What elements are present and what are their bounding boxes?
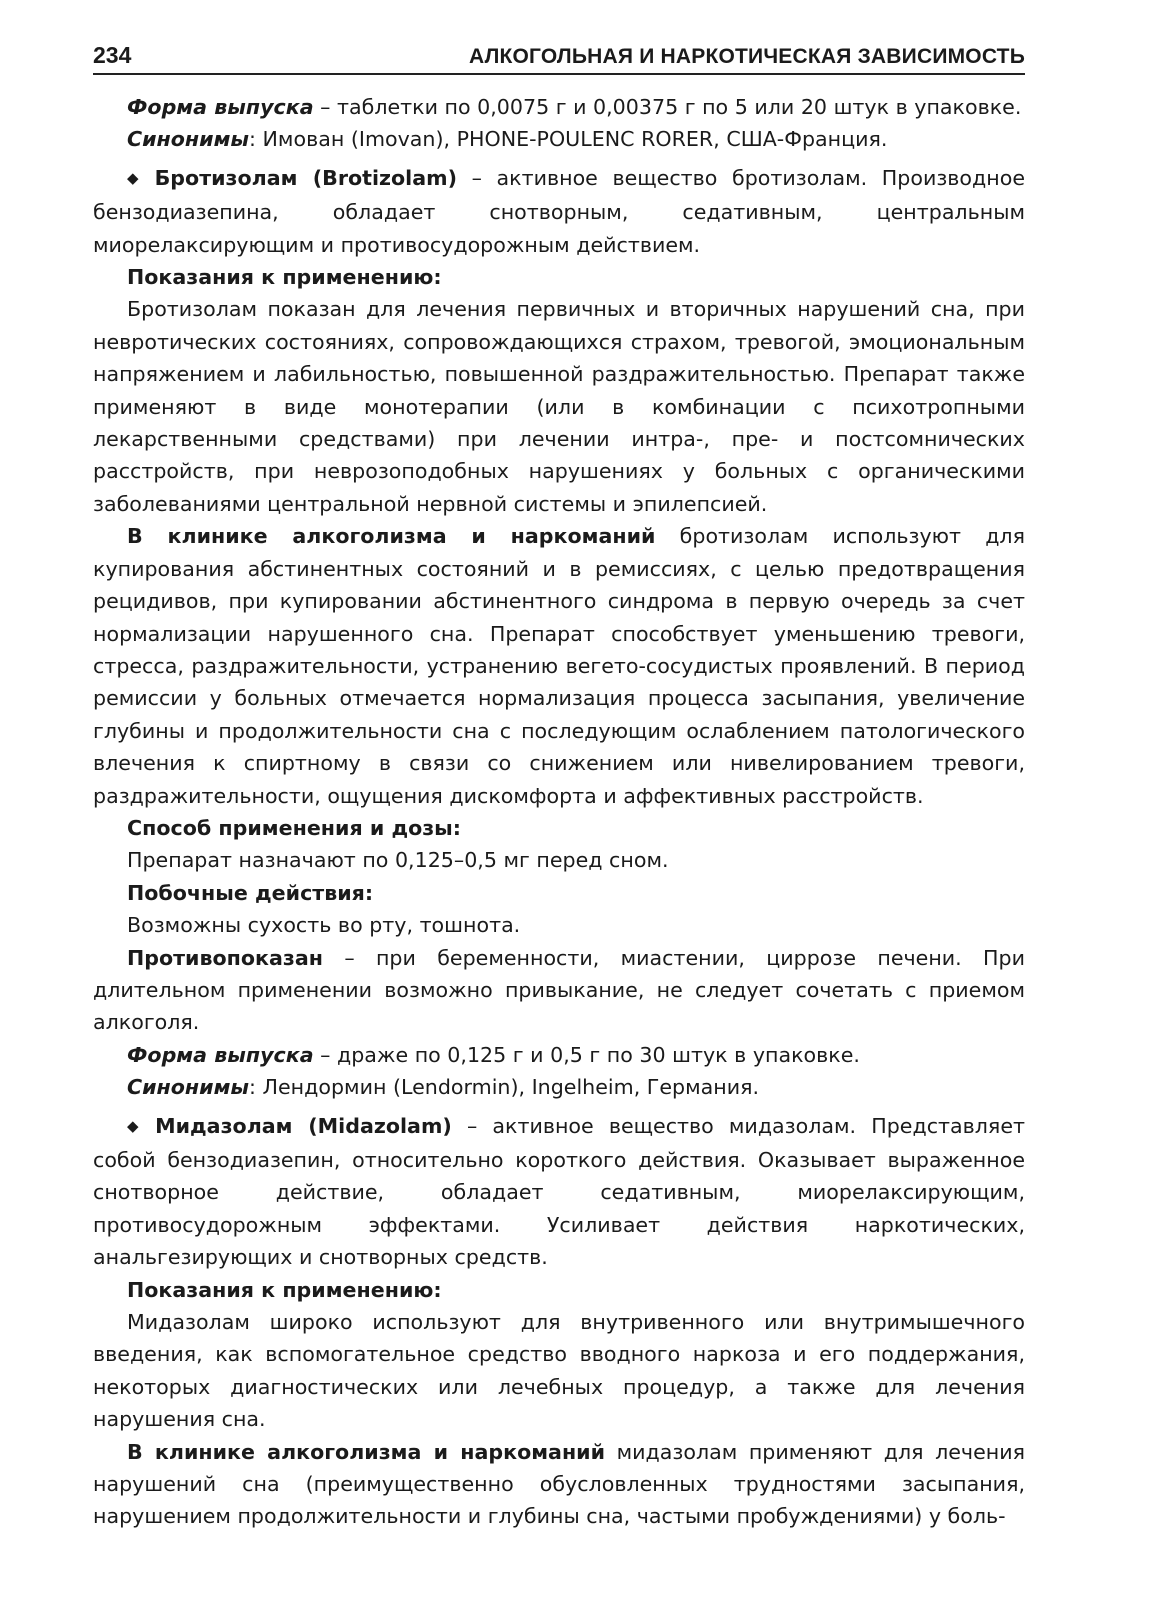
page-header bbox=[93, 42, 1025, 75]
section-heading: Показания к применению: bbox=[127, 1277, 442, 1302]
diamond-bullet-icon: ◆ bbox=[127, 168, 147, 187]
release-form-label: Форма выпуска bbox=[127, 95, 314, 119]
section-heading: Способ применения и дозы: bbox=[127, 815, 462, 840]
drug-description: – активное вещество бротизолам. Производное бензодиазепина, обладает снотворным, седативным, центральным миорелаксирующим и противосудорожным действием. bbox=[93, 165, 1025, 257]
paragraph-drug-midazolam bbox=[93, 1110, 1025, 1274]
clinic-text: мидазолам применяют для лечения нарушений сна (преимущественно обусловленных трудностями засыпания, нарушением продолжительности и глубины сна, частыми пробуждениями) у боль- bbox=[93, 1439, 1025, 1529]
synonyms-label: Синонимы bbox=[127, 127, 250, 152]
running-title: АЛКОГОЛЬНАЯ И НАРКОТИЧЕСКАЯ ЗАВИСИМОСТЬ bbox=[468, 45, 1025, 68]
synonyms-text: : Лендормин (Lendormin), Ingelheim, Германия. bbox=[249, 1075, 760, 1100]
release-form-text: – таблетки по 0,0075 г и 0,00375 г по 5 или 20 штук в упаковке. bbox=[313, 95, 1022, 119]
release-form-label: Форма выпуска bbox=[127, 1042, 314, 1067]
paragraph-clinic bbox=[93, 520, 1025, 812]
drug-description: – активное вещество мидазолам. Представляет собой бензодиазепин, относительно короткого действия. Оказывает выраженное снотворное действие, обладает седативным, миорелаксирующим, противосудорожным эффектами. Усиливает действия наркотических, анальгезирующих и снотворных средств. bbox=[93, 1113, 1025, 1270]
paragraph-synonyms bbox=[93, 123, 1025, 155]
release-form-text: – драже по 0,125 г и 0,5 г по 30 штук в упаковке. bbox=[313, 1042, 860, 1067]
synonyms-label: Синонимы bbox=[127, 1075, 250, 1100]
page-number: 234 bbox=[93, 42, 132, 68]
paragraph-indications: Бротизолам показан для лечения первичных и вторичных нарушений сна, при невротических состояниях, сопровождающихся страхом, тревогой, эмоциональным напряжением и лабильностью, повышенной раздражительностью. Препарат также применяют в виде монотерапии (или в комбинации с психотропными лекарственными средствами) при лечении интра-, пре- и постсомнических расстройств, при неврозоподобных нарушениях у больных с органическими заболеваниями центральной нервной системы и эпилепсией. bbox=[93, 297, 1025, 516]
paragraph-dosage: Препарат назначают по 0,125–0,5 мг перед сном. bbox=[127, 848, 669, 873]
paragraph-drug-brotizolam bbox=[93, 162, 1025, 261]
body-text bbox=[93, 91, 1025, 1533]
clinic-lead: В клинике алкоголизма и наркоманий bbox=[127, 524, 656, 549]
paragraph-indications: Мидазолам широко используют для внутривенного или внутримышечного введения, как вспомогательное средство вводного наркоза и его поддержания, некоторых диагностических или лечебных процедур, а также для лечения нарушения сна. bbox=[93, 1310, 1025, 1432]
contraindications-lead: Противопоказан bbox=[127, 945, 324, 970]
paragraph-synonyms bbox=[93, 1071, 1025, 1103]
clinic-text: бротизолам используют для купирования абстинентных состояний и в ремиссиях, с целью предотвращения рецидивов, при купировании абстинентного синдрома в первую очередь за счет нормализации нарушенного сна. Препарат способствует уменьшению тревоги, стресса, раздражительности, устранению вегето-сосудистых проявлений. В период ремиссии у больных отмечается нормализация процесса засыпания, увеличение глубины и продолжительности сна с последующим ослаблением патологического влечения к спиртному в связи со снижением или нивелированием тревоги, раздражительности, ощущения дискомфорта и аффективных расстройств. bbox=[93, 524, 1025, 808]
synonyms-text: : Имован (Imovan), PHONE-POULENC RORER, США-Франция. bbox=[249, 127, 888, 152]
contraindications-text: – при беременности, миастении, циррозе печени. При длительном применении возможно привыкание, не следует сочетать с приемом алкоголя. bbox=[93, 945, 1025, 1035]
section-heading: Показания к применению: bbox=[127, 265, 442, 290]
paragraph-release-form bbox=[93, 91, 1025, 123]
paragraph-release-form bbox=[93, 1039, 1025, 1071]
clinic-lead: В клинике алкоголизма и наркоманий bbox=[127, 1439, 606, 1464]
paragraph-clinic bbox=[93, 1436, 1025, 1533]
paragraph-side-effects: Возможны сухость во рту, тошнота. bbox=[127, 913, 521, 938]
paragraph-contraindications bbox=[93, 942, 1025, 1039]
drug-name: Бротизолам (Brotizolam) bbox=[154, 165, 458, 190]
drug-name: Мидазолам (Midazolam) bbox=[155, 1113, 452, 1138]
diamond-bullet-icon: ◆ bbox=[127, 1116, 148, 1135]
section-heading: Побочные действия: bbox=[127, 880, 374, 905]
